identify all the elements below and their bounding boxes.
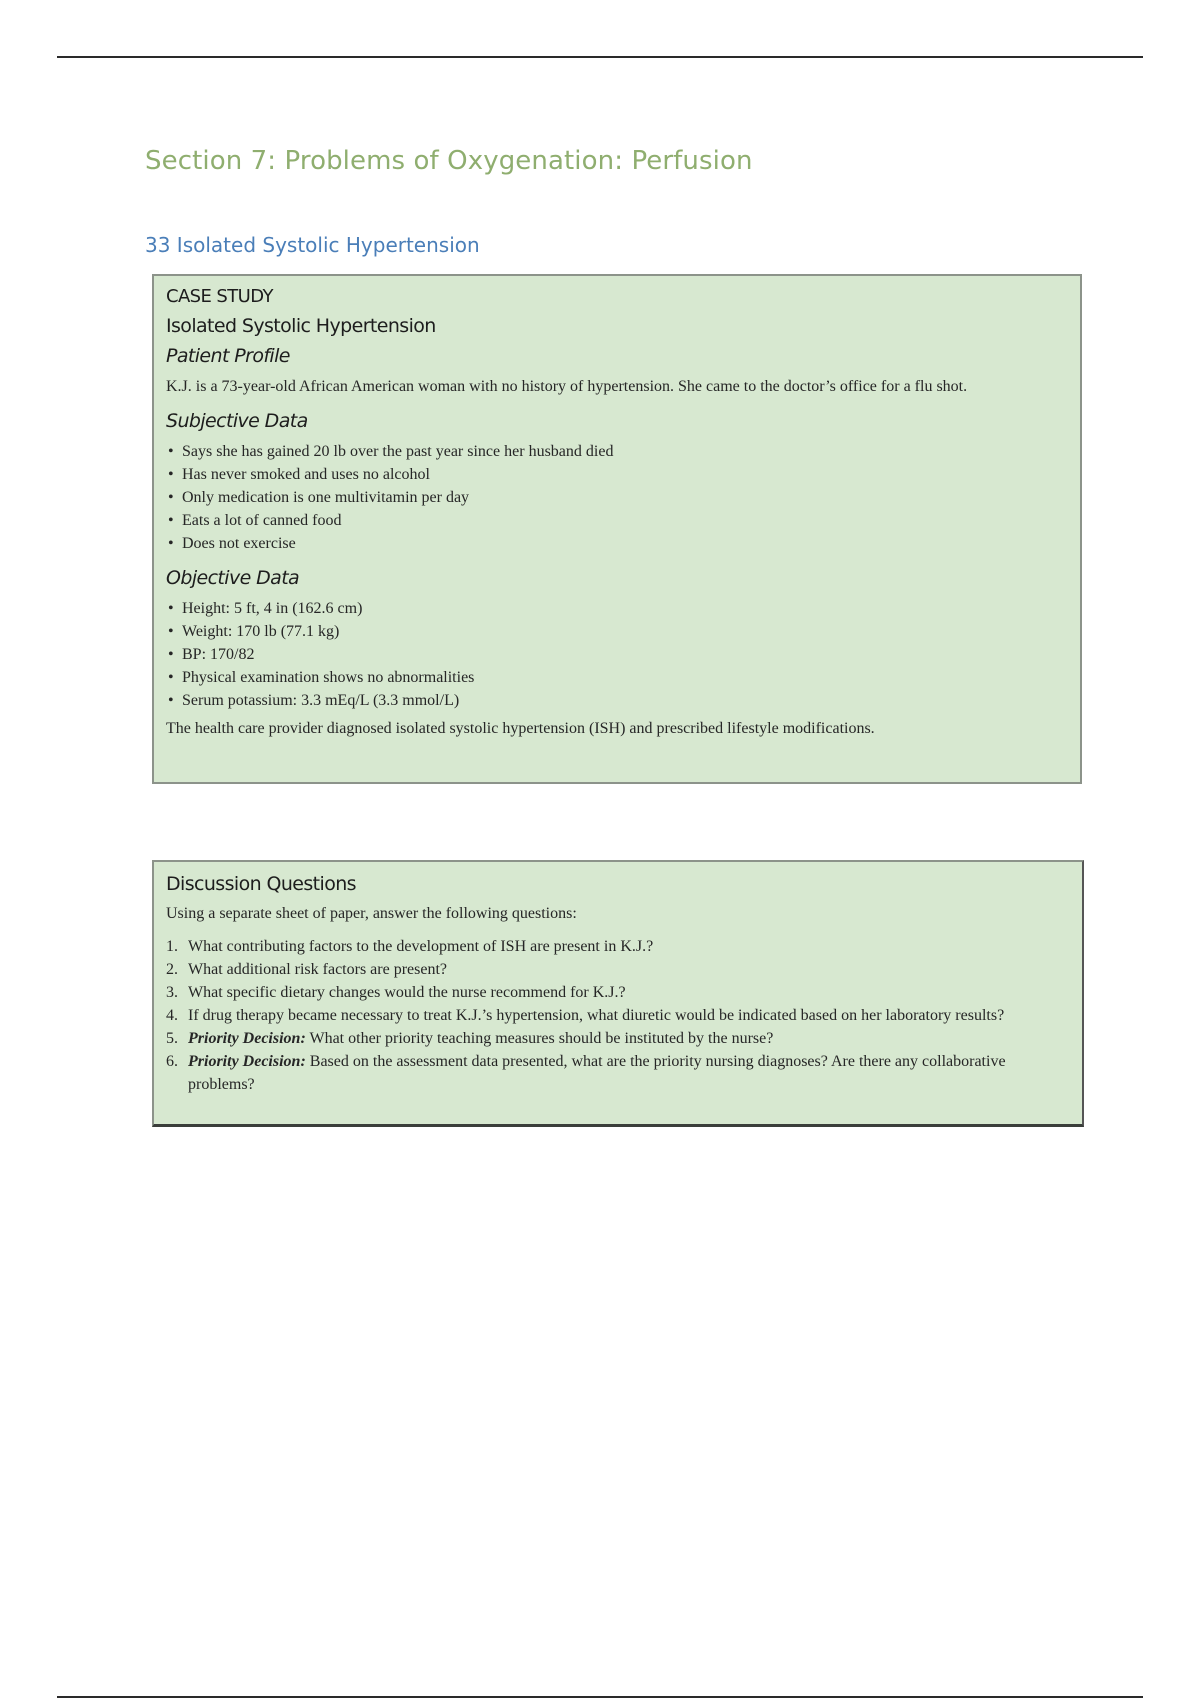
diagnosis-statement: The health care provider diagnosed isolated systolic hypertension (ISH) and prescribed lifestyle modifications.: [166, 720, 875, 737]
discussion-intro: Using a separate sheet of paper, answer the following questions:: [166, 905, 577, 922]
objective-data-list: [166, 597, 1068, 712]
list-item: • Height: 5 ft, 4 in (162.6 cm): [166, 597, 1068, 620]
question-text: Based on the assessment data presented, what are the priority nursing diagnoses? Are there any collaborative problems?: [188, 1053, 1006, 1093]
case-study-label: CASE STUDY: [166, 286, 273, 307]
list-item: • Weight: 170 lb (77.1 kg): [166, 620, 1068, 643]
case-study-name: Isolated Systolic Hypertension: [166, 315, 436, 337]
priority-decision-label: Priority Decision:: [188, 1030, 306, 1047]
question-item: [166, 958, 1070, 981]
question-item: [166, 1050, 1070, 1096]
question-number: 5.: [166, 1030, 178, 1047]
list-item: • Eats a lot of canned food: [166, 509, 1068, 532]
question-text: What contributing factors to the development of ISH are present in K.J.?: [188, 938, 654, 955]
question-text: If drug therapy became necessary to treat K.J.’s hypertension, what diuretic would be indicated based on her laboratory results?: [188, 1007, 1005, 1024]
objective-data-heading: Objective Data: [166, 567, 300, 589]
question-list: [166, 935, 1070, 1096]
patient-profile-heading: Patient Profile: [166, 345, 290, 367]
footer-rule: [57, 1696, 1143, 1698]
question-number: 3.: [166, 984, 178, 1001]
list-item: • Only medication is one multivitamin per day: [166, 486, 1068, 509]
list-item: • Says she has gained 20 lb over the past year since her husband died: [166, 440, 1068, 463]
discussion-questions-box: [152, 860, 1084, 1127]
question-text: What other priority teaching measures should be instituted by the nurse?: [305, 1030, 774, 1047]
question-item: [166, 935, 1070, 958]
subjective-data-list: [166, 440, 1068, 555]
question-text: What specific dietary changes would the nurse recommend for K.J.?: [188, 984, 626, 1001]
list-item: • Has never smoked and uses no alcohol: [166, 463, 1068, 486]
question-item: [166, 981, 1070, 1004]
question-number: 1.: [166, 938, 178, 955]
list-item: • Physical examination shows no abnormalities: [166, 666, 1068, 689]
discussion-heading: Discussion Questions: [166, 873, 356, 895]
patient-profile-text: K.J. is a 73-year-old African American woman with no history of hypertension. She came to the doctor’s office for a flu shot.: [166, 378, 968, 395]
question-number: 2.: [166, 961, 178, 978]
question-text: What additional risk factors are present?: [188, 961, 447, 978]
chapter-title: 33 Isolated Systolic Hypertension: [145, 233, 480, 257]
list-item: • BP: 170/82: [166, 643, 1068, 666]
question-item: [166, 1004, 1070, 1027]
header-rule: [57, 56, 1143, 58]
question-item: [166, 1027, 1070, 1050]
case-study-box: [152, 274, 1082, 784]
subjective-data-heading: Subjective Data: [166, 410, 308, 432]
list-item: • Serum potassium: 3.3 mEq/L (3.3 mmol/L): [166, 689, 1068, 712]
priority-decision-label: Priority Decision:: [188, 1053, 306, 1070]
question-number: 4.: [166, 1007, 178, 1024]
question-number: 6.: [166, 1053, 178, 1070]
list-item: • Does not exercise: [166, 532, 1068, 555]
section-title: Section 7: Problems of Oxygenation: Perfusion: [145, 146, 753, 176]
